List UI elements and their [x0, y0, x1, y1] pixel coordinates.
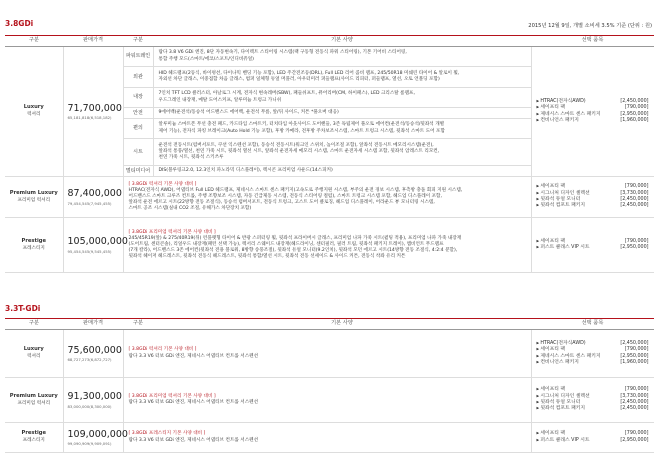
trim-cell	[5, 218, 63, 273]
spec-line: 뒷좌석 헤이저 헤드레스트, 뒷좌석 전동식 헤드레스트, 뒷좌석 통합/열선 시트, 뒷좌석 전동 선셰이드 & 사이드 커튼, 전동식 착좌 유리 커튼	[128, 254, 406, 260]
price-cell	[63, 47, 123, 177]
category-cell: 시트	[123, 139, 153, 166]
options-cell	[531, 378, 654, 423]
price-sub: 79,454,545(7,945,455)	[67, 200, 112, 206]
spec-line: 람다 3.3 V6 터보 GDi 엔진, 제네시스 어댑티브 컨트롤 서스펜션	[128, 353, 259, 359]
spec-lines	[159, 71, 529, 83]
spec-title: [ 3.8GDi 럭셔리 기본 사양 대비 ]	[128, 347, 197, 353]
option-price: [790,000]	[624, 105, 649, 111]
trim-name-ko: 프리미엄 럭셔리	[17, 400, 51, 406]
option-price: [2,950,000]	[620, 245, 649, 250]
spec-line: 제어 기능), 전자식 파킹 브레이크(Auto Hold 기능 포함), 후방 카메라, 전후방 주차보조시스템, 스마트 트렁크 시스템, 뒷좌석 스마트 도어 포함	[158, 128, 445, 134]
spec-lines	[159, 122, 529, 134]
option-name: ▶ 뒷좌석 듀얼 모니터	[537, 197, 581, 203]
option-price: [2,450,000]	[620, 400, 649, 405]
option-price: [790,000]	[624, 431, 649, 437]
table-row	[5, 47, 654, 67]
options-cell	[531, 177, 654, 218]
price-sub: 83,000,000(8,300,000)	[67, 403, 112, 409]
trim-name-ko: 럭셔리	[27, 354, 41, 360]
option-name: ▶ 뒷좌석 컴포트 패키지	[537, 406, 586, 412]
spec-lines	[159, 50, 529, 62]
spec-cell	[123, 177, 531, 218]
option-price: [2,450,000]	[620, 197, 649, 202]
spec-title: [ 3.8GDi 프레스티지 기본 사양 대비 ]	[128, 431, 206, 437]
spec-lines	[159, 143, 529, 162]
options-cell	[531, 218, 654, 273]
spec-lines	[129, 354, 529, 360]
table-row	[5, 177, 654, 218]
option-name: ▶ 세이프티 팩	[537, 387, 566, 393]
option-name: ▶ 퍼스트 클래스 VIP 시트	[537, 245, 590, 251]
options-cell	[531, 423, 654, 453]
option-name: ▶ 컨비니언스 패키지	[537, 360, 579, 366]
spec-line: 245/45R19(앞) & 275/40R19(뒤) 런플랫형 타이어 & 반광 스퍼터링 휠, 뒷좌석 프라이버시 글래스, 프리미엄 나파 가죽 시트(퀼팅 적용), 프리미엄 나파 가죽 내장재	[128, 235, 462, 241]
spec-cell	[123, 423, 531, 453]
header-options: 선택 품목	[531, 319, 654, 330]
table-row	[5, 423, 654, 453]
category-cell: 멀티미디어	[123, 166, 153, 177]
option-name: ▶ 세이프티 팩	[537, 184, 566, 190]
option-item	[537, 360, 649, 366]
price-sub: 99,090,909(9,909,091)	[67, 441, 112, 447]
trim-name: Luxury	[23, 346, 44, 353]
option-price: [790,000]	[624, 184, 649, 190]
header-trim: 구분	[5, 319, 63, 330]
trim-name: Premium Luxury	[9, 189, 58, 196]
spec-cell	[153, 166, 531, 177]
tgdi-price-table	[5, 318, 654, 453]
price-value: 91,300,000	[67, 391, 122, 403]
spec-cell	[123, 378, 531, 423]
header-cat: 구분	[123, 36, 153, 47]
option-name: ▶ 세이프티 팩	[537, 105, 566, 111]
spec-line: 9에어백(운전석/동승석 어드밴스드 에어백, 운전석 무릎, 앞/뒤 사이드, 커튼 *풀오버 대응)	[158, 109, 339, 115]
spec-line: (7개 칼라), 어드밴스드 3존 에어컨(뒷좌석 전용 블로워, 8방향 송풍조절), 뒷좌석 듀얼 모니터(9.2인치), 뒷좌석 모던 에르고 시트(14방향 전동 조절식, 4:2:4 분할),	[128, 248, 458, 254]
price-sub: 95,454,545(9,545,455)	[67, 248, 112, 254]
option-price: [2,450,000]	[620, 340, 649, 346]
spec-cell	[153, 108, 531, 119]
spec-title: [ 3.8GDi 프리미엄 럭셔리 기본 사양 대비 ]	[128, 229, 216, 235]
trim-cell	[5, 378, 63, 423]
spec-cell	[153, 67, 531, 88]
category-cell: 내장	[123, 88, 153, 108]
price-sub: 68,727,273(6,872,727)	[67, 357, 112, 363]
price-value: 71,700,000	[67, 102, 122, 114]
section-title-gdi: 3.8GDi	[5, 19, 34, 28]
category-cell: 편의	[123, 119, 153, 139]
spec-line: HID 헤드램프(2등식, 바이펑션, 다이나믹 벤딩 기능 포함), LED 주간전조등(DRL), Full LED 리어 콤비 램프, 245/50R18 미쉐린 타이어 & 알로이 휠,	[158, 70, 460, 76]
price-sub: 65,181,818(6,518,182)	[67, 115, 112, 121]
option-name: ▶ 세이프티 팩	[537, 239, 566, 245]
trim-name-ko: 럭셔리	[27, 112, 41, 118]
spec-line: 자외선 차단 글래스, 이중접합 차음 글래스, 범퍼 일체형 듀얼 머플러, 아우터미러 퍼들램프(사이드 리피터, 퍼들램프, 열선, 오토 언폴딩 포함)	[158, 77, 440, 82]
option-name: ▶ HTRAC(전자식AWD)	[537, 99, 586, 105]
spec-line: 스마트 공조 시스템(실내 CO2 조절, 유해가스 차단장치 포함)	[128, 206, 252, 212]
spec-lines	[129, 236, 529, 261]
option-item	[537, 438, 649, 444]
spec-cell	[123, 218, 531, 273]
spec-lines	[159, 110, 529, 116]
option-price: [2,950,000]	[620, 111, 649, 117]
table-header	[5, 319, 654, 330]
trim-cell	[5, 47, 63, 177]
spec-lines	[129, 188, 529, 213]
spec-line: 통합 주행 모드(스마트/에코/스포트/인디비쥬얼)	[158, 56, 254, 62]
spec-line: 알루미늄 스마트폰 무선 충전 패드, 카드타입 스마트키, 터치타입 아웃사이드 도어핸들, 3존 독립제어 풀오토 에어컨(운전석/동승석/뒷좌석 개별	[158, 122, 445, 128]
category-cell: 파워트레인	[123, 47, 153, 67]
option-price: [2,450,000]	[620, 406, 649, 412]
trim-name: Prestige	[21, 430, 46, 437]
option-price: [2,950,000]	[620, 437, 649, 443]
option-item	[537, 118, 649, 124]
option-price: [790,000]	[624, 387, 649, 393]
trim-name-ko: 프레스티지	[22, 438, 45, 444]
option-name: ▶ HTRAC(전자식AWD)	[537, 341, 586, 347]
price-value: 109,000,000	[67, 428, 128, 440]
trim-cell	[5, 423, 63, 453]
header-price: 판매가격	[63, 319, 123, 330]
header-trim: 구분	[5, 36, 63, 47]
price-note: 2015년 12월 9일, 개별 소비세 3.5% 기준 (단위 : 원)	[528, 23, 652, 29]
option-price: [2,450,000]	[620, 98, 649, 104]
option-name: ▶ 뒷좌석 듀얼 모니터	[537, 400, 581, 406]
header-options: 선택 품목	[531, 36, 654, 47]
spec-line: 천연 가죽 시트, 뒷좌석 스키쓰루	[158, 155, 224, 161]
trim-name: Prestige	[21, 237, 46, 244]
price-cell	[63, 423, 128, 453]
price-value: 75,600,000	[67, 344, 122, 356]
option-name: ▶ 시그니처 디자인 셀렉션	[537, 191, 590, 197]
spec-line: 람다 3.3 V6 터보 GDi 엔진, 제네시스 어댑티브 컨트롤 서스펜션	[128, 437, 259, 443]
header-spec: 기본 사양	[153, 319, 531, 330]
spec-line: 앞좌석 운전 에르고 시트(22방향 전동 조절식), 동승석 럼버서포트, 전동식 트렁크, 고스트 도어 클로징, 헤드업 디스플레이, 어라운드 뷰 모니터링 시스템,	[128, 200, 435, 206]
category-cell: 안전	[123, 108, 153, 119]
spec-cell	[153, 47, 531, 67]
option-name: ▶ 컨비니언스 패키지	[537, 118, 579, 124]
option-name: ▶ 세이프티 팩	[537, 347, 566, 353]
spec-lines	[159, 168, 529, 174]
price-cell	[63, 218, 128, 273]
spec-line: 7인치 TFT LCD 클러스터, 아날로그 시계, 전자식 변속레버(SBW), 패들쉬프트, 퓨어리버(CM, 하이패스), LED 크리스탈 룸램프,	[158, 91, 415, 97]
option-price: [1,960,000]	[620, 117, 649, 123]
trim-name: Luxury	[23, 104, 44, 111]
price-value: 105,000,000	[67, 236, 128, 248]
table-row	[5, 378, 654, 423]
trim-name-ko: 프레스티지	[22, 245, 45, 251]
section-title-tgdi: 3.3T-GDi	[5, 304, 41, 313]
option-item	[537, 203, 649, 209]
spec-line: 람다 3.8 V6 GDi 엔진, 8단 자동변속기, 다이렉트 스티어링 시스템(랙 구동형 전동식 파워 스티어링), 기본 기어비 스티어링,	[158, 50, 407, 56]
spec-line: 운전석 전동시트(럼버서포트, 쿠션 익스텐션 포함), 동승석 전동시트(워크인 스위치, 높이조절 포함), 앞좌석 전동시트 메모리시스템(운전),	[158, 142, 434, 148]
spec-line: 앞좌석 통풍/열선, 천연 가죽 시트, 뒷좌석 열선 시트, 앞좌석 운전자세 메모리 시스템, 스마트 운전자세 시스템 포함, 뒷좌석 암레스트 리모컨,	[158, 148, 440, 154]
spec-lines	[129, 400, 529, 406]
option-price: [3,730,000]	[620, 393, 649, 399]
option-price: [1,960,000]	[620, 359, 649, 365]
option-item	[537, 245, 649, 251]
spec-line: HTRAC(전자식 AWD), 어댑티브 Full LED 헤드램프, 제네시스 스마트 센스 패키지(고속도로 주행지원 시스템, 부주의 운전 경보 시스템, 후측방 충돌 회피 지원 시스템,	[128, 187, 463, 193]
header-cat: 구분	[123, 319, 153, 330]
price-cell	[63, 378, 123, 423]
spec-cell	[153, 119, 531, 139]
option-name: ▶ 제네시스 스마트 센스 패키지	[537, 112, 601, 118]
option-price: [2,950,000]	[620, 353, 649, 359]
spec-line: 우드그레인 내장재, 메탈 도어스커프, 알루미늄 트렁크 가니쉬	[158, 97, 282, 103]
header-price: 판매가격	[63, 36, 123, 47]
price-cell	[63, 330, 123, 378]
trim-cell	[5, 177, 63, 218]
options-cell	[531, 47, 654, 177]
table-row	[5, 330, 654, 378]
option-price: [790,000]	[624, 238, 649, 244]
trim-name: Premium Luxury	[9, 392, 58, 399]
option-name: ▶ 시그니처 디자인 셀렉션	[537, 394, 590, 400]
gdi-price-table	[5, 35, 654, 273]
option-price: [3,730,000]	[620, 190, 649, 196]
spec-cell	[153, 88, 531, 108]
option-price: [2,450,000]	[620, 203, 649, 209]
table-row	[5, 218, 654, 273]
option-name: ▶ 제네시스 스마트 센스 패키지	[537, 354, 601, 360]
spec-title: [ 3.8GDi 프리미엄 럭셔리 기본 사양 대비 ]	[128, 393, 216, 399]
spec-lines	[129, 438, 529, 444]
table-header	[5, 36, 654, 47]
option-name: ▶ 세이프티 팩	[537, 431, 566, 437]
trim-name-ko: 프리미엄 럭셔리	[17, 197, 51, 203]
option-price: [790,000]	[624, 347, 649, 353]
spec-lines	[159, 91, 529, 103]
spec-line: (도어트림, 센터콘솔), 리얼우드 내장재(패턴 선택 가능), 렉서리 스웨이드 내장재(헤드라이닝, 센터필러, 필러 트림, 뒷좌석 패키지 트레이), 앰비언트 무드램프	[128, 241, 444, 247]
spec-cell	[153, 139, 531, 166]
spec-cell	[123, 330, 531, 378]
price-value: 87,400,000	[67, 188, 122, 200]
options-cell	[531, 330, 654, 378]
trim-cell	[5, 330, 63, 378]
spec-line: 어드밴스드 스마트 크루즈 컨트롤, 주행 조향보조 시스템, 자동 긴급제동 시스템, 전동식 스티어링 컬럼), 스마트 트렁크 시스템 포함, 헤드업 디스플레이 포함,	[128, 193, 442, 199]
category-cell: 외관	[123, 67, 153, 88]
spec-line: DIS(블루링크2.0, 12.3인치 파노라믹 디스플레이), 렉시콘 프리미엄 사운드(14스피커)	[158, 167, 333, 173]
option-name: ▶ 퍼스트 클래스 VIP 시트	[537, 438, 590, 444]
spec-line: 람다 3.3 V6 터보 GDi 엔진, 제네시스 어댑티브 컨트롤 서스펜션	[128, 400, 259, 405]
price-cell	[63, 177, 123, 218]
option-item	[537, 406, 649, 412]
option-name: ▶ 뒷좌석 컴포트 패키지	[537, 203, 586, 209]
header-spec: 기본 사양	[153, 36, 531, 47]
spec-title: [ 3.8GDi 럭셔리 기본 사양 대비 ]	[128, 181, 197, 187]
